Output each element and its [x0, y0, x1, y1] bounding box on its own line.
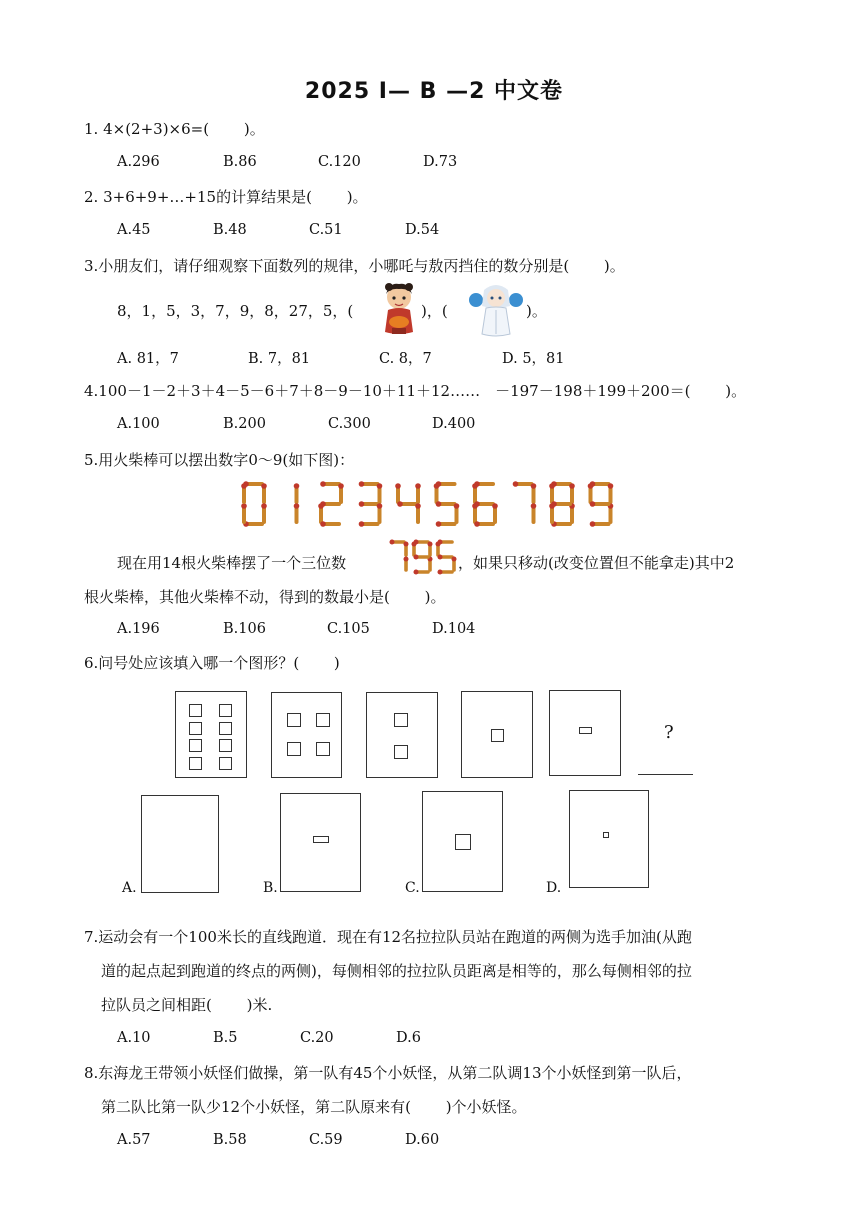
option-a[interactable]: A.100 [117, 416, 160, 432]
match-head [472, 483, 478, 489]
small-square [189, 739, 202, 752]
sequence-figure-5 [549, 690, 621, 776]
option-a-label[interactable]: A. [122, 880, 137, 896]
small-square [189, 704, 202, 717]
question-mark: ? [664, 722, 674, 743]
option-c-label[interactable]: C. [405, 880, 420, 896]
match-head [437, 569, 442, 574]
match-head [320, 481, 326, 487]
option-a[interactable]: A. 81，7 [117, 351, 179, 367]
match-head [395, 483, 401, 489]
match-head [531, 503, 537, 509]
question-5-body-b: ，如果只移动(改变位置但不能拿走)其中2 [458, 554, 735, 572]
question-8-stem-1: 8.东海龙王带领小妖怪们做操，第一队有45个小妖怪，从第二队调13个小妖怪到第一队后， [84, 1064, 692, 1082]
option-d[interactable]: D.73 [423, 154, 458, 170]
match-head [261, 483, 267, 489]
small-rectangle [313, 836, 329, 843]
option-d[interactable]: D.400 [432, 416, 476, 432]
small-square [287, 742, 301, 756]
question-5-body-a: 现在用14根火柴棒摆了一个三位数 [117, 554, 347, 572]
match-head [415, 503, 421, 509]
match-head [451, 556, 456, 561]
question-4-stem: 4.100－1－2＋3＋4－5－6＋7＋8－9－10＋11＋12…… －197－198＋199＋200＝( )。 [84, 382, 747, 400]
match-head [590, 521, 596, 527]
question-7-stem-2: 道的起点起到跑道的终点的两侧)，每侧相邻的拉拉队员距离是相等的，那么每侧相邻的拉 [101, 962, 692, 980]
match-head [403, 556, 408, 561]
small-square [394, 745, 408, 759]
match-head [437, 554, 442, 559]
matchstick-number [384, 538, 460, 576]
answer-blank-line [638, 774, 693, 775]
small-square [219, 704, 232, 717]
sequence-end: )。 [526, 302, 547, 320]
match-head [241, 483, 247, 489]
option-d[interactable]: D.104 [432, 621, 476, 637]
match-head [389, 539, 394, 544]
match-head [397, 501, 403, 507]
small-rectangle [579, 727, 592, 734]
small-square [455, 834, 471, 850]
question-3-sequence [117, 300, 353, 322]
option-b[interactable]: B. 7，81 [248, 351, 311, 367]
match-head [377, 503, 383, 509]
answer-figure-b[interactable] [280, 793, 361, 892]
option-b[interactable]: B.48 [213, 222, 247, 238]
option-d[interactable]: D.54 [405, 222, 440, 238]
match-head [590, 501, 596, 507]
answer-figure-a[interactable] [141, 795, 219, 893]
match-head [427, 541, 432, 546]
match-head [608, 483, 614, 489]
option-b[interactable]: B.200 [223, 416, 266, 432]
match-head [549, 483, 555, 489]
question-8-stem-2: 第二队比第一队少12个小妖怪，第二队原来有( )个小妖怪。 [101, 1098, 527, 1116]
option-a[interactable]: A.57 [117, 1132, 151, 1148]
option-c[interactable]: C.105 [327, 621, 370, 637]
sequence-figure-1 [175, 691, 247, 778]
match-head [436, 501, 442, 507]
small-square [287, 713, 301, 727]
match-head [513, 481, 519, 487]
question-3-stem: 3.小朋友们，请仔细观察下面数列的规律，小哪吒与敖丙挡住的数分别是( )。 [84, 257, 625, 275]
option-b-label[interactable]: B. [263, 880, 278, 896]
question-2-stem: 2. 3+6+9+…+15的计算结果是( )。 [84, 188, 368, 206]
sequence-figure-3 [366, 692, 438, 778]
match-head [359, 521, 365, 527]
question-7-stem-3: 拉队员之间相距( )米. [101, 996, 273, 1014]
option-b[interactable]: B.86 [223, 154, 257, 170]
option-b[interactable]: B.58 [213, 1132, 247, 1148]
match-head [294, 503, 300, 509]
sequence-text: 8，1，5，3，7，9，8，27，5，( [117, 302, 354, 320]
option-d[interactable]: D. 5，81 [502, 351, 565, 367]
aobing-character-icon [468, 280, 524, 338]
small-square [189, 722, 202, 735]
answer-figure-c[interactable] [422, 791, 503, 892]
small-square [316, 713, 330, 727]
match-head [569, 483, 575, 489]
match-head [411, 541, 416, 546]
small-square [189, 757, 202, 770]
match-head [472, 503, 478, 509]
nezha-character-icon [380, 282, 418, 336]
match-head [359, 501, 365, 507]
option-d[interactable]: D.60 [405, 1132, 440, 1148]
option-d[interactable]: D.6 [396, 1030, 421, 1046]
sequence-mid: )，( [421, 302, 448, 320]
match-head [413, 554, 418, 559]
match-head [294, 483, 300, 489]
option-c[interactable]: C.300 [328, 416, 371, 432]
option-c[interactable]: C. 8，7 [379, 351, 432, 367]
question-5-stem: 5.用火柴棒可以摆出数字0～9(如下图)： [84, 451, 355, 469]
option-a[interactable]: A.45 [117, 222, 151, 238]
option-c[interactable]: C.120 [318, 154, 361, 170]
question-7-stem-1: 7.运动会有一个100米长的直线跑道．现在有12名拉拉队员站在跑道的两侧为选手加油(从跑 [84, 928, 692, 946]
option-d-label[interactable]: D. [546, 880, 562, 896]
option-a[interactable]: A.10 [117, 1030, 151, 1046]
match-head [241, 503, 247, 509]
match-head [454, 503, 460, 509]
small-square [394, 713, 408, 727]
matchstick-digits [238, 478, 630, 530]
question-6-stem: 6.问号处应该填入哪一个图形？( ) [84, 654, 340, 672]
match-head [403, 541, 408, 546]
tiny-square [603, 832, 609, 838]
match-head [415, 483, 421, 489]
match-head [435, 541, 440, 546]
option-c[interactable]: C.59 [309, 1132, 343, 1148]
match-head [551, 501, 557, 507]
option-c[interactable]: C.51 [309, 222, 343, 238]
match-head [320, 521, 326, 527]
match-head [434, 483, 440, 489]
option-a[interactable]: A.196 [117, 621, 160, 637]
option-b[interactable]: B.5 [213, 1030, 238, 1046]
small-square [219, 757, 232, 770]
question-1-stem: 1. 4×(2+3)×6=( )。 [84, 120, 265, 138]
sequence-figure-4 [461, 691, 533, 778]
match-head [531, 483, 537, 489]
small-square [219, 739, 232, 752]
match-head [338, 483, 344, 489]
sequence-figure-2 [271, 692, 342, 778]
answer-figure-d[interactable] [569, 790, 649, 888]
match-head [377, 483, 383, 489]
match-head [359, 481, 365, 487]
match-head [413, 569, 418, 574]
option-a[interactable]: A.296 [117, 154, 160, 170]
page-title: 2025 Ⅰ— B —2 中文卷 [304, 79, 564, 104]
match-head [318, 503, 324, 509]
match-head [436, 521, 442, 527]
option-c[interactable]: C.20 [300, 1030, 334, 1046]
match-head [474, 521, 480, 527]
question-5-body-2: 根火柴棒，其他火柴棒不动，得到的数最小是( )。 [84, 588, 446, 606]
match-head [588, 483, 594, 489]
match-head [492, 503, 498, 509]
option-b[interactable]: B.106 [223, 621, 266, 637]
small-square [219, 722, 232, 735]
small-square [491, 729, 504, 742]
match-head [261, 503, 267, 509]
small-square [316, 742, 330, 756]
